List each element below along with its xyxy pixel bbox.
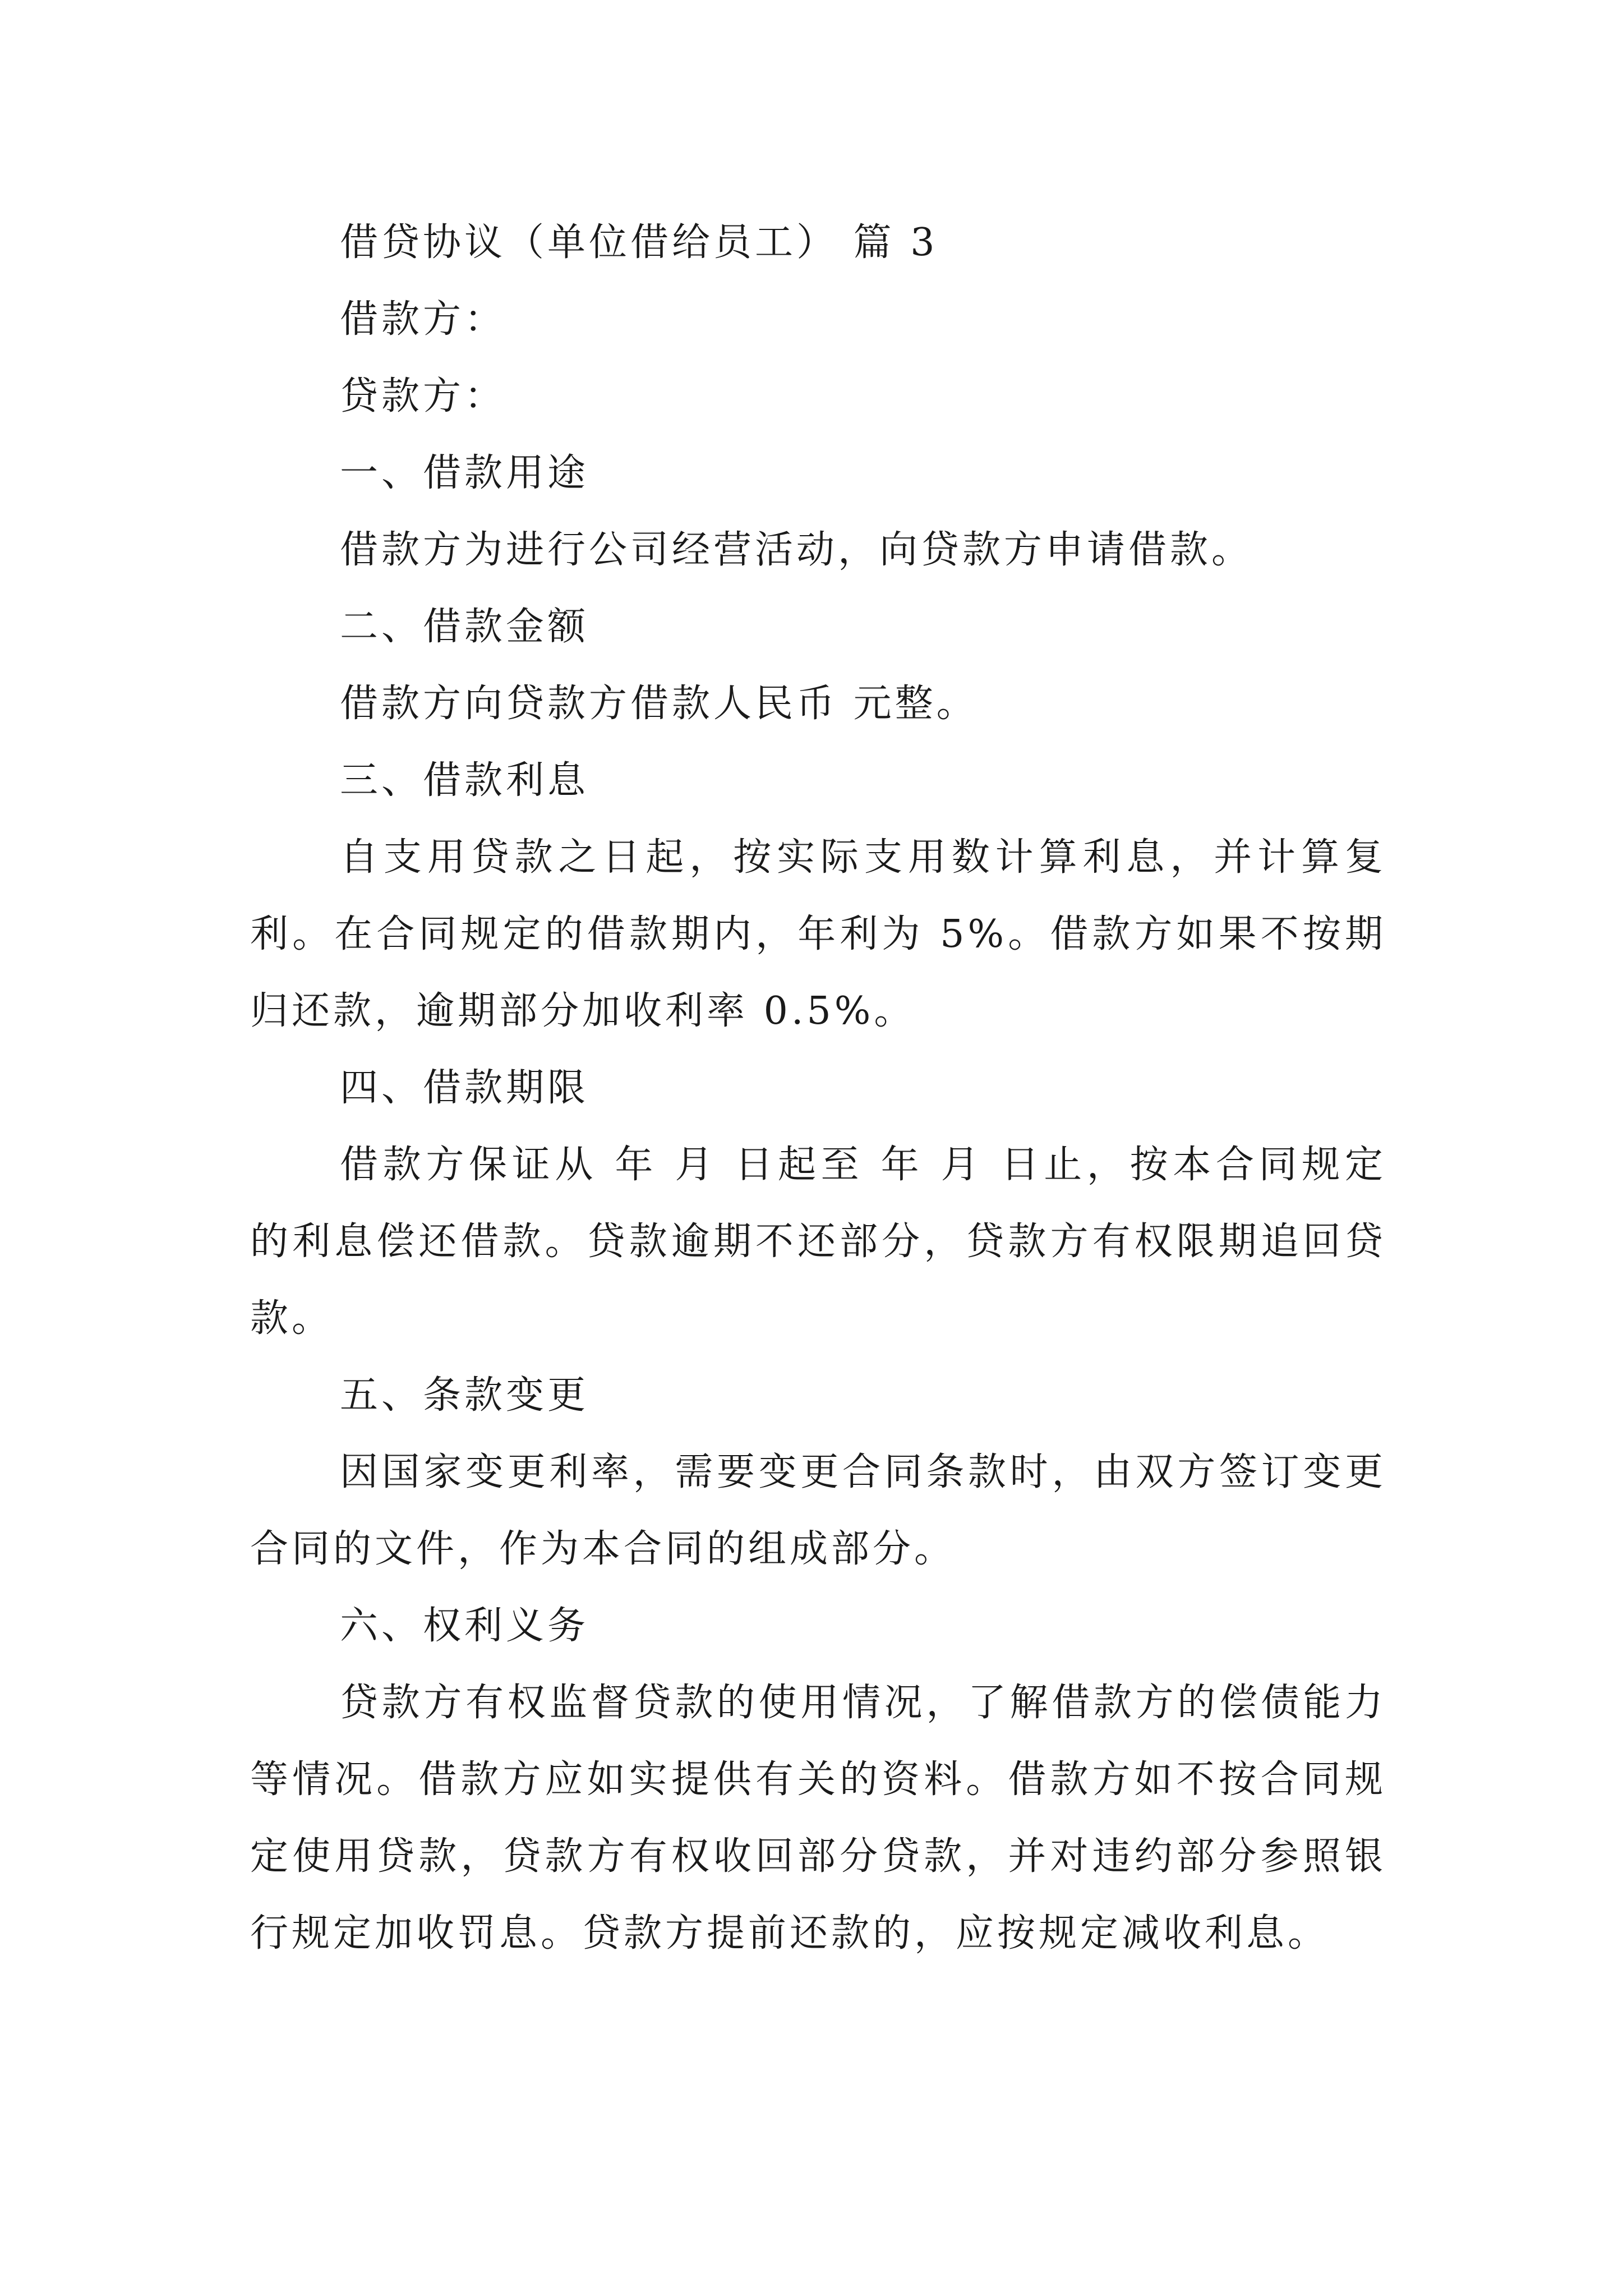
section-body-changes: 因国家变更利率，需要变更合同条款时，由双方签订变更合同的文件，作为本合同的组成部分。: [250, 1450, 1386, 1571]
section-body-interest: 自支用贷款之日起，按实际支用数计算利息，并计算复利。在合同规定的借款期内，年利为 5%。借款方如果不按期归还款，逾期部分加收利率 0.5%。: [250, 835, 1386, 1033]
section-body-term: 借款方保证从 年 月 日起至 年 月 日止，按本合同规定的利息偿还借款。贷款逾期不还部分，贷款方有权限期追回贷款。: [250, 1143, 1386, 1341]
section-body-purpose: 借款方为进行公司经营活动，向贷款方申请借款。: [340, 528, 1253, 572]
section-heading-purpose: 一、借款用途: [340, 451, 589, 495]
section-heading-term: 四、借款期限: [340, 1066, 589, 1110]
document-title: 借贷协议（单位借给员工） 篇 3: [340, 220, 938, 265]
section-heading-amount: 二、借款金额: [340, 605, 589, 649]
section-heading-rights: 六、权利义务: [340, 1604, 589, 1648]
borrower-line: 借款方：: [340, 297, 506, 342]
lender-line: 贷款方：: [340, 374, 506, 418]
section-heading-interest: 三、借款利息: [340, 758, 589, 803]
document-body: [250, 204, 1386, 1972]
section-body-amount: 借款方向贷款方借款人民币 元整。: [340, 682, 978, 726]
section-body-rights: 贷款方有权监督贷款的使用情况，了解借款方的偿债能力等情况。借款方应如实提供有关的资料。借款方如不按合同规定使用贷款，贷款方有权收回部分贷款，并对违约部分参照银行规定加收罚息。贷款方提前还款的，应按规定减收利息。: [250, 1681, 1386, 1955]
section-heading-changes: 五、条款变更: [340, 1373, 589, 1418]
